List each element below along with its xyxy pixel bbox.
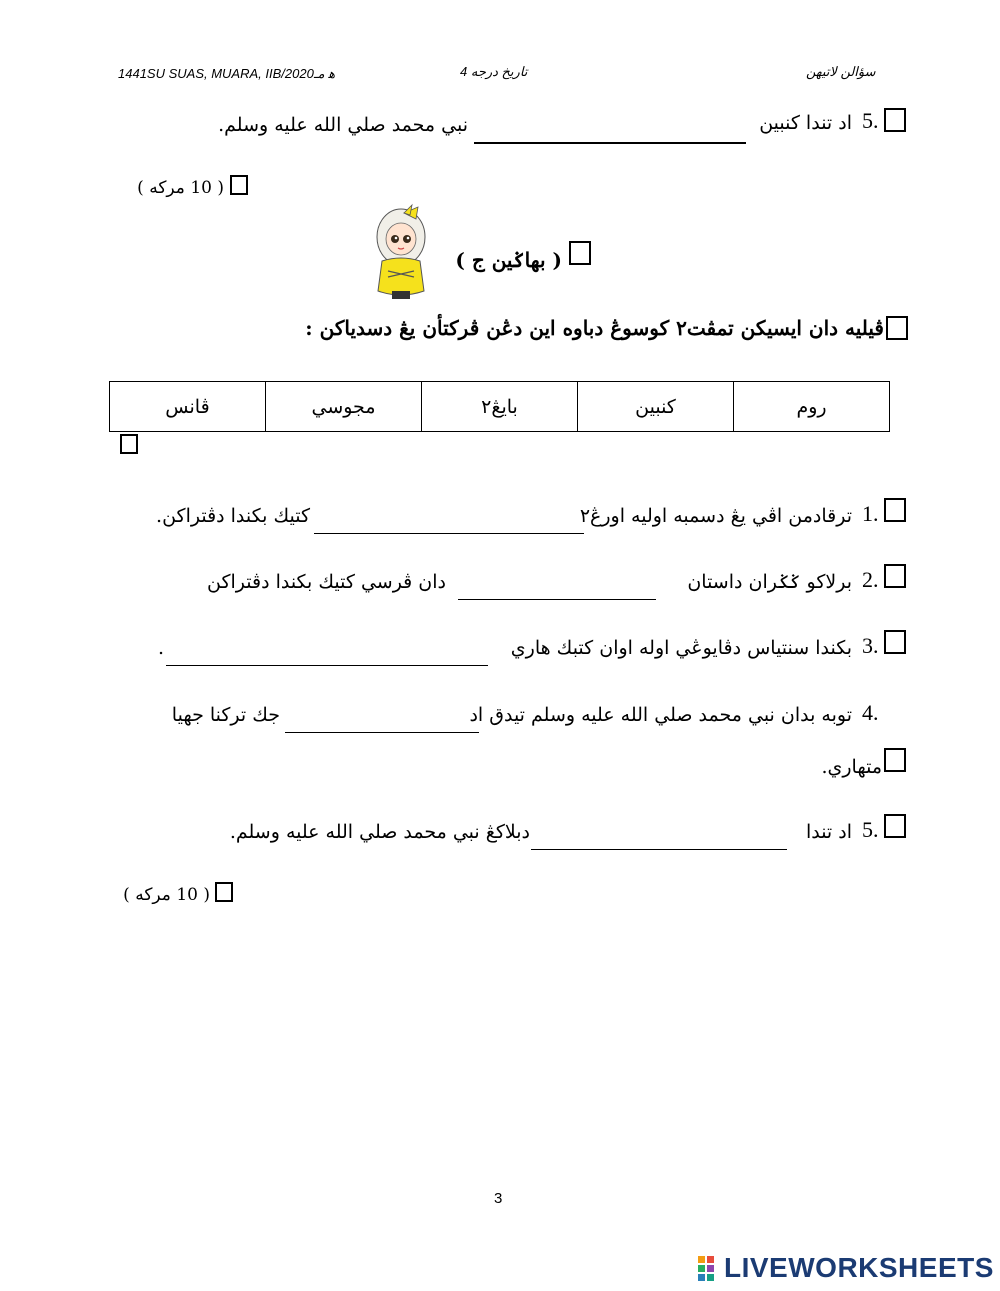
section-title: ( بهاݢين ج ) <box>455 248 562 272</box>
marks-label: ( 10 مركه ) <box>123 885 210 905</box>
question-text-after: . <box>157 637 164 659</box>
question-number: 3. <box>862 633 879 658</box>
answer-blank[interactable] <box>531 831 787 850</box>
instruction-checkbox[interactable] <box>886 316 908 340</box>
question-text-after: دان ڤرسي كتيك بكندا دڤتراكن <box>206 571 446 593</box>
header-title: سؤالن لاتيهن <box>806 64 876 79</box>
marks-label: ( 10 مركه ) <box>137 178 224 198</box>
answer-blank[interactable] <box>285 714 479 733</box>
question-text-before: اد تندا <box>805 821 852 843</box>
question-number: 5. <box>862 817 879 842</box>
marks-checkbox[interactable] <box>215 882 233 902</box>
question-number: 4. <box>862 700 879 725</box>
word-bank-item[interactable]: بايڠ٢ <box>422 382 578 432</box>
page-number: 3 <box>494 1190 503 1207</box>
answer-checkbox[interactable] <box>884 630 906 654</box>
question-text-continuation: متهاري. <box>821 756 882 778</box>
answer-checkbox[interactable] <box>884 748 906 772</box>
question-text-before: ترقادمن اڤي يڠ دسمبه اوليه اورڠ٢ <box>579 505 852 527</box>
answer-blank[interactable] <box>474 122 746 144</box>
liveworksheets-logo-text: LIVEWORKSHEETS <box>724 1252 994 1283</box>
question-number: 5. <box>862 108 879 133</box>
girl-character-illustration <box>366 203 436 303</box>
section-checkbox[interactable] <box>569 241 591 265</box>
question-text-start: اد تندا كنبين <box>759 112 852 134</box>
header-grade: تاريخ درجه 4 <box>460 64 528 79</box>
question-text-end: نبي محمد صلي الله عليه وسلم. <box>218 114 468 136</box>
header-school-date: 1441SU SUAS, MUARA, IIB/2020ﻫ مـ <box>118 66 336 81</box>
answer-checkbox[interactable] <box>884 498 906 522</box>
question-number: 1. <box>862 501 879 526</box>
word-bank-item[interactable]: روم <box>734 382 890 432</box>
instruction-text: ڤيليه دان ايسيكن تمڤت٢ كوسوڠ دباوه اين دڠن ڤركتأن يڠ دسدياكن : <box>305 316 884 340</box>
answer-checkbox[interactable] <box>884 564 906 588</box>
word-bank-item[interactable]: مجوسي <box>266 382 422 432</box>
answer-checkbox[interactable] <box>884 108 906 132</box>
question-text-before: برلاكو ݢݢران داستان <box>687 571 852 593</box>
answer-blank[interactable] <box>314 515 584 534</box>
question-text-after: جك تركنا جهيا <box>171 704 280 726</box>
answer-checkbox[interactable] <box>884 814 906 838</box>
liveworksheets-logo-icon <box>698 1256 720 1282</box>
word-bank-item[interactable]: ڤانس <box>110 382 266 432</box>
word-bank-table <box>109 381 890 432</box>
answer-blank[interactable] <box>458 581 656 600</box>
word-bank-row <box>110 382 890 432</box>
question-text-after: كتيك بكندا دڤتراكن. <box>156 505 310 527</box>
question-text-after: دبلاكڠ نبي محمد صلي الله عليه وسلم. <box>229 821 530 843</box>
question-text-before: بكندا سنتياس دڤايوڠي اوله اوان كتبك هاري <box>510 637 852 659</box>
answer-blank[interactable] <box>166 647 488 666</box>
table-checkbox[interactable] <box>120 434 138 454</box>
word-bank-item[interactable]: كنبين <box>578 382 734 432</box>
question-text-before: توبه بدان نبي محمد صلي الله عليه وسلم تيدق اد <box>469 704 852 726</box>
marks-checkbox[interactable] <box>230 175 248 195</box>
question-number: 2. <box>862 567 879 592</box>
